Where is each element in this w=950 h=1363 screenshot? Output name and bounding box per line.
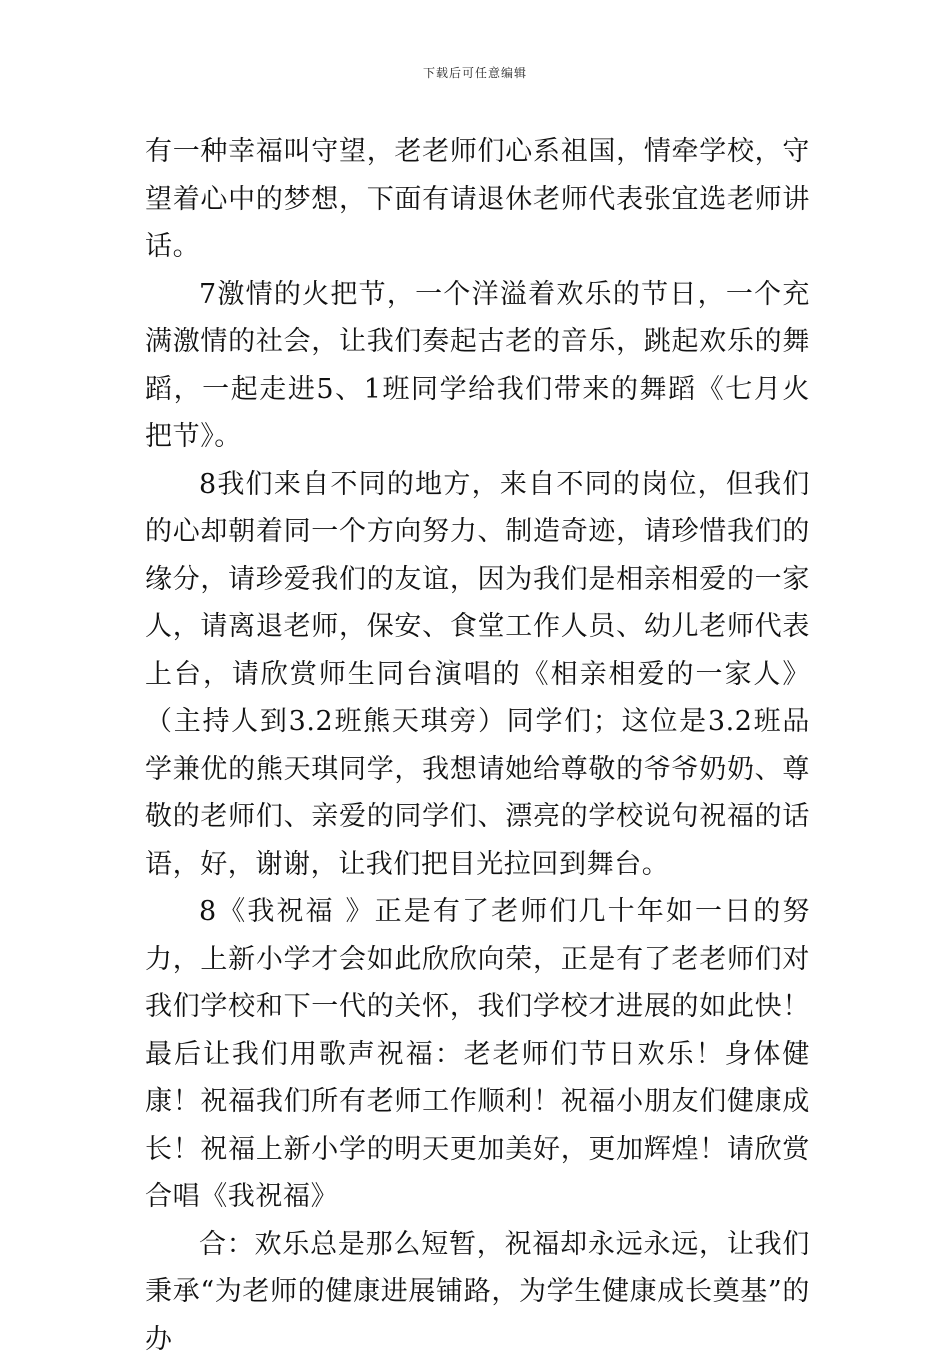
paragraph-2: 7激情的火把节，一个洋溢着欢乐的节日，一个充满激情的社会，让我们奏起古老的音乐，跳起欢乐的舞蹈，一起走进5、1班同学给我们带来的舞蹈《七月火把节》。 xyxy=(145,271,810,461)
paragraph-5: 合：欢乐总是那么短暂，祝福却永远永远，让我们秉承“为老师的健康进展铺路，为学生健康成长奠基”的办 xyxy=(145,1221,810,1363)
document-body xyxy=(145,128,810,1363)
paragraph-4: 8《我祝福 》正是有了老师们几十年如一日的努力，上新小学才会如此欣欣向荣，正是有了老老师们对我们学校和下一代的关怀，我们学校才进展的如此快！最后让我们用歌声祝福：老老师们节日欢乐！身体健康！祝福我们所有老师工作顺利！祝福小朋友们健康成长！祝福上新小学的明天更加美好，更加辉煌！请欣赏合唱《我祝福》 xyxy=(145,888,810,1221)
header-note: 下载后可任意编辑 xyxy=(0,64,950,81)
paragraph-1: 有一种幸福叫守望，老老师们心系祖国，情牵学校，守望着心中的梦想，下面有请退休老师代表张宜选老师讲话。 xyxy=(145,128,810,271)
paragraph-3: 8我们来自不同的地方，来自不同的岗位，但我们的心却朝着同一个方向努力、制造奇迹，请珍惜我们的缘分，请珍爱我们的友谊，因为我们是相亲相爱的一家人，请离退老师，保安、食堂工作人员、幼儿老师代表上台，请欣赏师生同台演唱的《相亲相爱的一家人》（主持人到3.2班熊天琪旁）同学们；这位是3.2班品学兼优的熊天琪同学，我想请她给尊敬的爷爷奶奶、尊敬的老师们、亲爱的同学们、漂亮的学校说句祝福的话语，好，谢谢，让我们把目光拉回到舞台。 xyxy=(145,461,810,889)
